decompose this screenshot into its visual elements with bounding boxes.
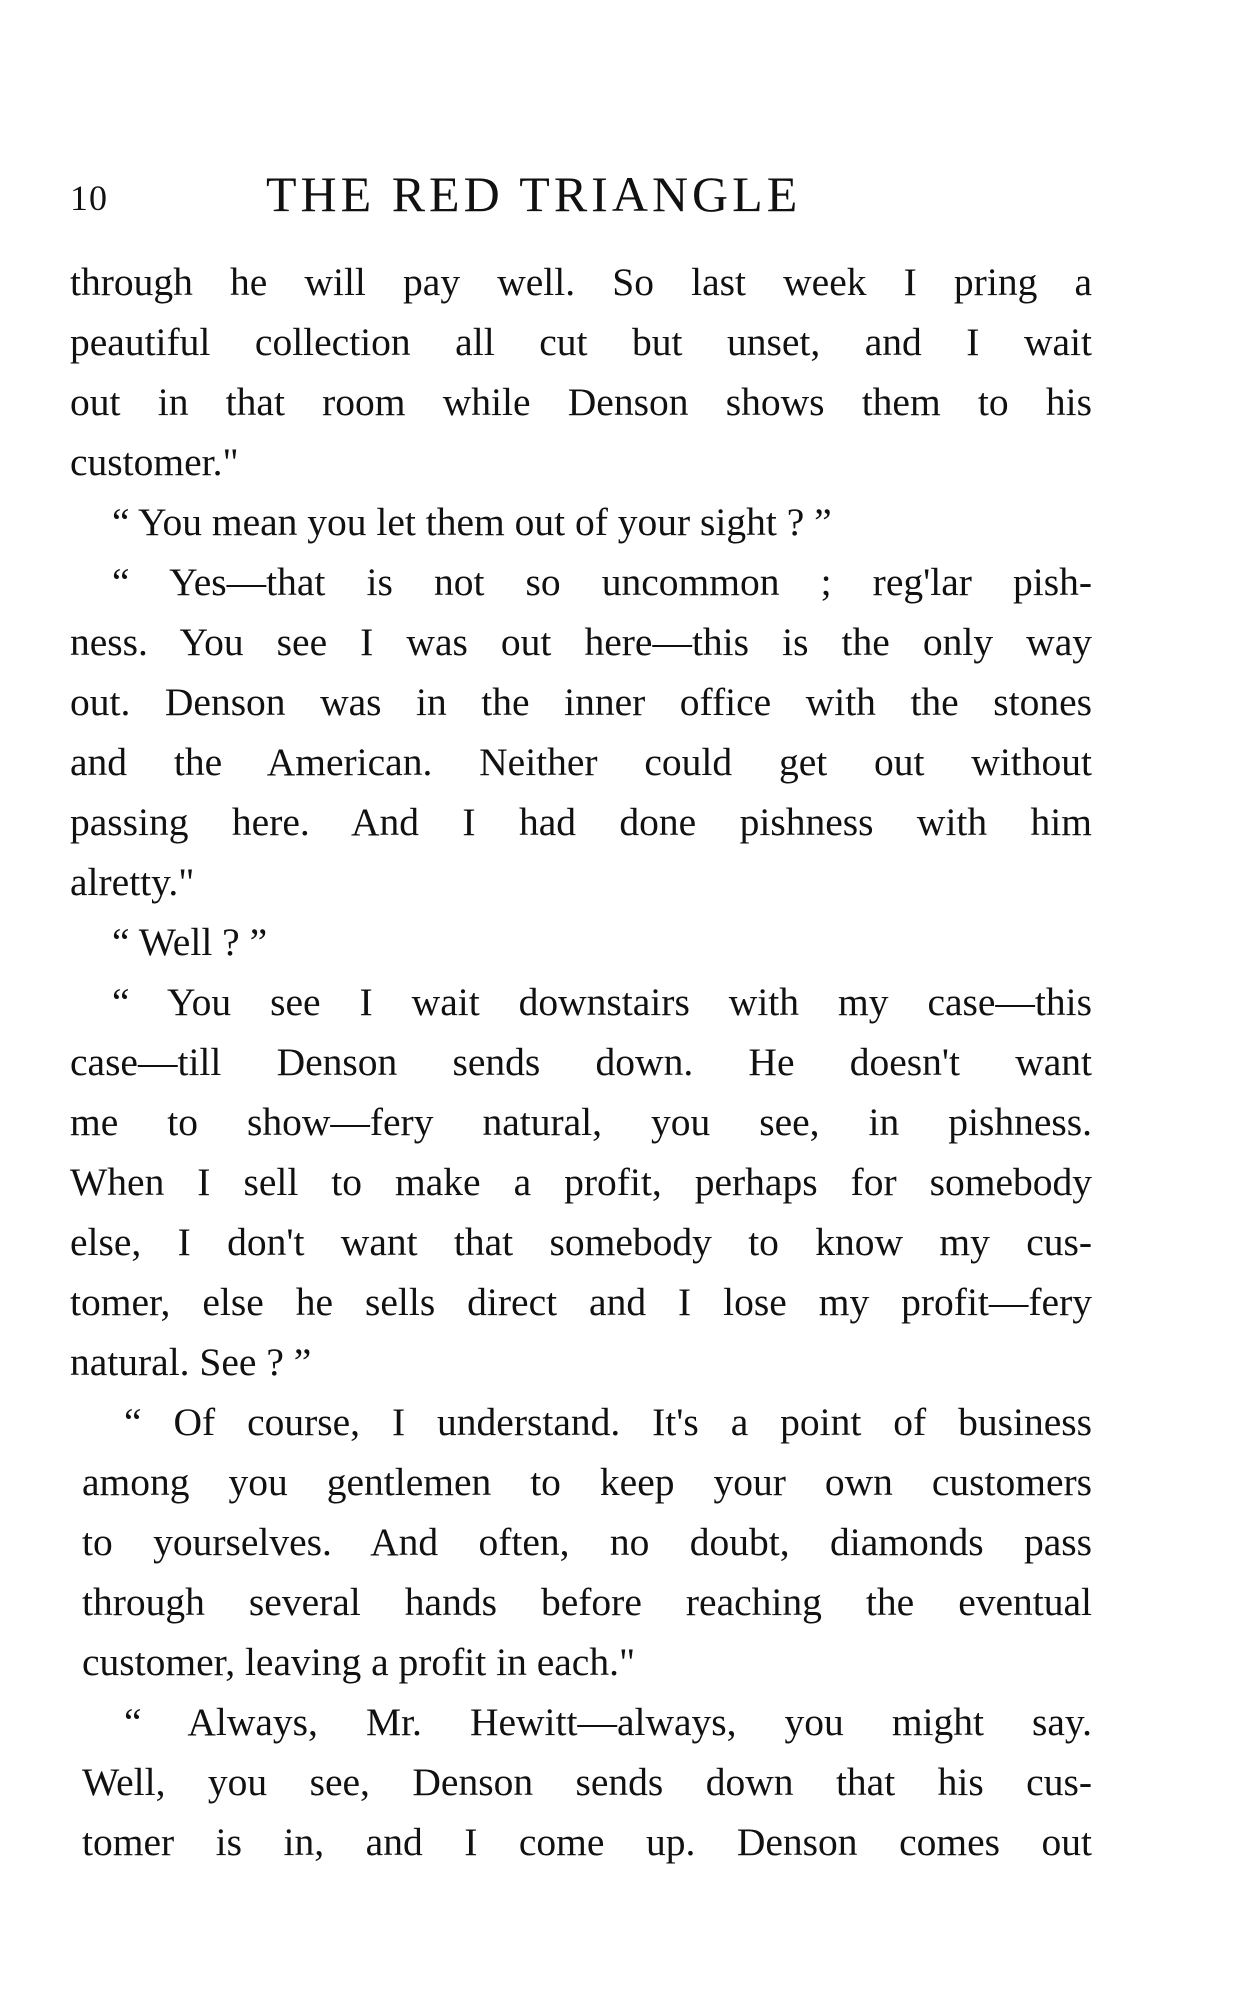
text-line: “ You see I wait downstairs with my case—this xyxy=(112,980,1092,1024)
text-line: and the American. Neither could get out without xyxy=(70,740,1092,784)
text-line: alretty." xyxy=(70,860,195,904)
text-line: through several hands before reaching the eventual xyxy=(82,1580,1092,1624)
text-line: natural. See ? ” xyxy=(70,1340,312,1384)
text-line: “ You mean you let them out of your sight ? ” xyxy=(112,500,832,544)
text-line: peautiful collection all cut but unset, and I wait xyxy=(70,320,1092,364)
running-title: THE RED TRIANGLE xyxy=(266,166,802,222)
text-line: “ Well ? ” xyxy=(112,920,268,964)
text-line: “ Always, Mr. Hewitt—always, you might say. xyxy=(124,1700,1092,1744)
text-line: customer." xyxy=(70,440,239,484)
text-line: “ Yes—that is not so uncommon ; reg'lar pish- xyxy=(112,560,1092,604)
text-line: out. Denson was in the inner office with the stones xyxy=(70,680,1092,724)
text-line: ness. You see I was out here—this is the only way xyxy=(70,620,1092,664)
text-line: “ Of course, I understand. It's a point of business xyxy=(124,1400,1092,1444)
text-line: When I sell to make a profit, perhaps for somebody xyxy=(70,1160,1092,1204)
body-text xyxy=(70,252,1092,1872)
text-line: tomer is in, and I come up. Denson comes out xyxy=(82,1820,1092,1864)
text-line: else, I don't want that somebody to know my cus- xyxy=(70,1220,1092,1264)
text-line: tomer, else he sells direct and I lose my profit—fery xyxy=(70,1280,1092,1324)
text-line: through he will pay well. So last week I pring a xyxy=(70,260,1092,304)
text-line: case—till Denson sends down. He doesn't want xyxy=(70,1040,1092,1084)
text-line: out in that room while Denson shows them to his xyxy=(70,380,1092,424)
text-line: Well, you see, Denson sends down that his cus- xyxy=(82,1760,1092,1804)
text-line: passing here. And I had done pishness with him xyxy=(70,800,1092,844)
text-line: among you gentlemen to keep your own customers xyxy=(82,1460,1092,1504)
page-header xyxy=(70,165,1100,225)
text-line: to yourselves. And often, no doubt, diamonds pass xyxy=(82,1520,1092,1564)
text-line: me to show—fery natural, you see, in pishness. xyxy=(70,1100,1092,1144)
text-line: customer, leaving a profit in each." xyxy=(82,1640,636,1684)
page-number: 10 xyxy=(70,178,108,218)
